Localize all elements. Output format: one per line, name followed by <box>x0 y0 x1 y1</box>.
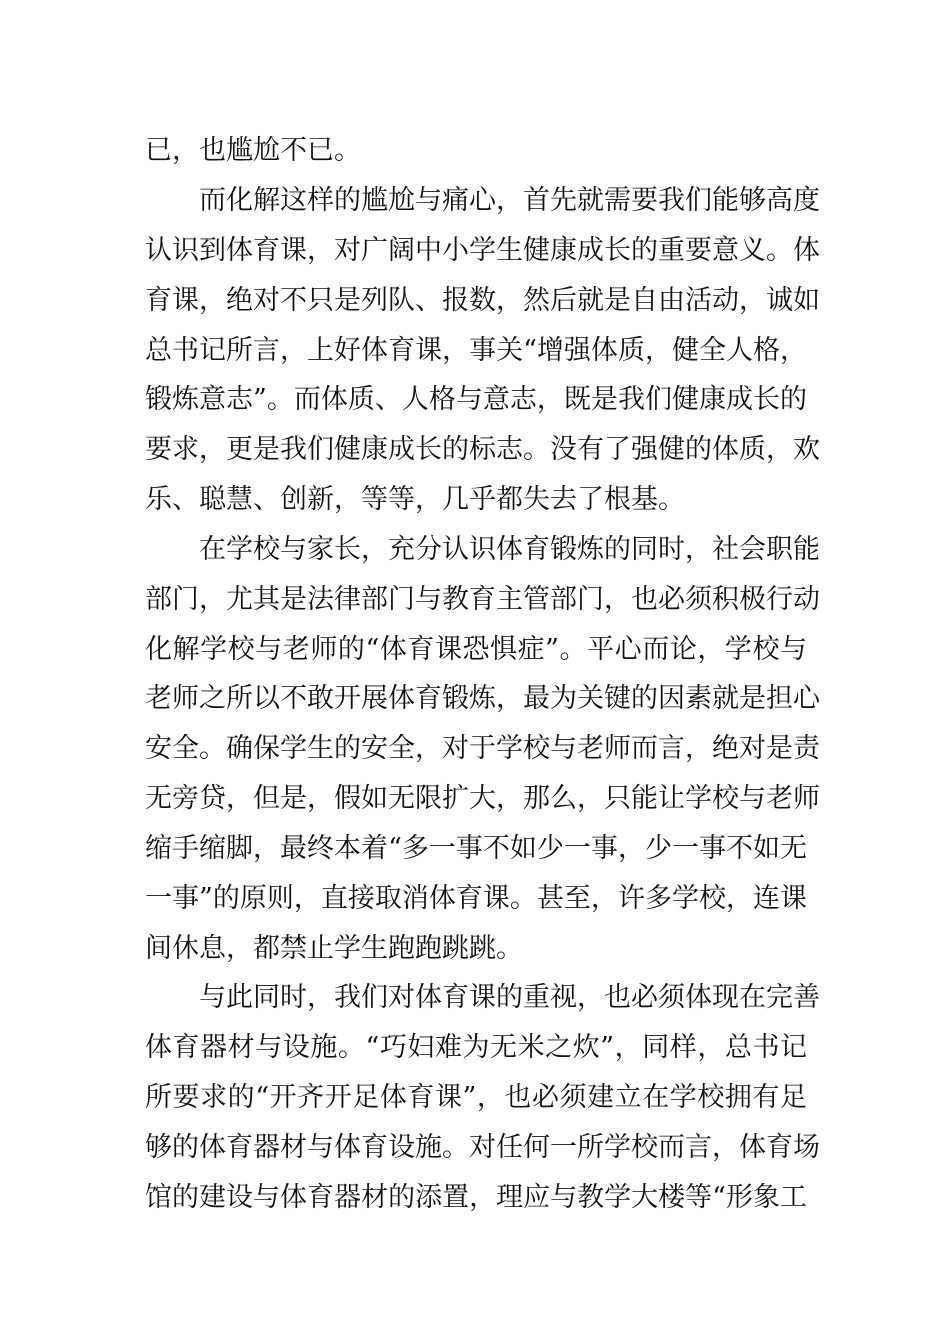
text-line: 体育器材与设施。“巧妇难为无米之炊”，同样，总书记 <box>145 1032 807 1063</box>
text-line: 缩手缩脚，最终本着“多一事不如少一事，少一事不如无 <box>145 833 807 864</box>
paragraph-first-line: 而化解这样的尴尬与痛心，首先就需要我们能够高度 <box>199 185 820 216</box>
text-line: 无旁贷，但是，假如无限扩大，那么，只能让学校与老师 <box>145 783 820 814</box>
text-line: 馆的建设与体育器材的添置，理应与教学大楼等“形象工 <box>145 1182 807 1213</box>
paragraph-first-line: 在学校与家长，充分认识体育锻炼的同时，社会职能 <box>199 534 820 565</box>
text-line: 育课，绝对不只是列队、报数，然后就是自由活动，诚如 <box>145 285 820 316</box>
text-line: 所要求的“开齐开足体育课”，也必须建立在学校拥有足 <box>145 1082 807 1113</box>
text-line: 一事”的原则，直接取消体育课。甚至，许多学校，连课 <box>145 883 807 914</box>
text-line: 已，也尴尬不已。 <box>145 135 361 166</box>
text-line: 间休息，都禁止学生跑跑跳跳。 <box>145 933 523 964</box>
text-line: 总书记所言，上好体育课，事关“增强体质，健全人格， <box>145 335 807 366</box>
text-line: 安全。确保学生的安全，对于学校与老师而言，绝对是责 <box>145 733 820 764</box>
text-line: 认识到体育课，对广阔中小学生健康成长的重要意义。体 <box>145 235 820 266</box>
text-line: 够的体育器材与体育设施。对任何一所学校而言，体育场 <box>145 1132 820 1163</box>
text-line: 老师之所以不敢开展体育锻炼，最为关键的因素就是担心 <box>145 683 820 714</box>
text-line: 化解学校与老师的“体育课恐惧症”。平心而论，学校与 <box>145 634 807 665</box>
text-line: 部门，尤其是法律部门与教育主管部门，也必须积极行动 <box>145 584 820 615</box>
text-line: 锻炼意志”。而体质、人格与意志，既是我们健康成长的 <box>145 384 807 415</box>
text-line: 乐、聪慧、创新，等等，几乎都失去了根基。 <box>145 484 685 515</box>
paragraph-first-line: 与此同时，我们对体育课的重视，也必须体现在完善 <box>199 982 820 1013</box>
text-line: 要求，更是我们健康成长的标志。没有了强健的体质，欢 <box>145 434 820 465</box>
